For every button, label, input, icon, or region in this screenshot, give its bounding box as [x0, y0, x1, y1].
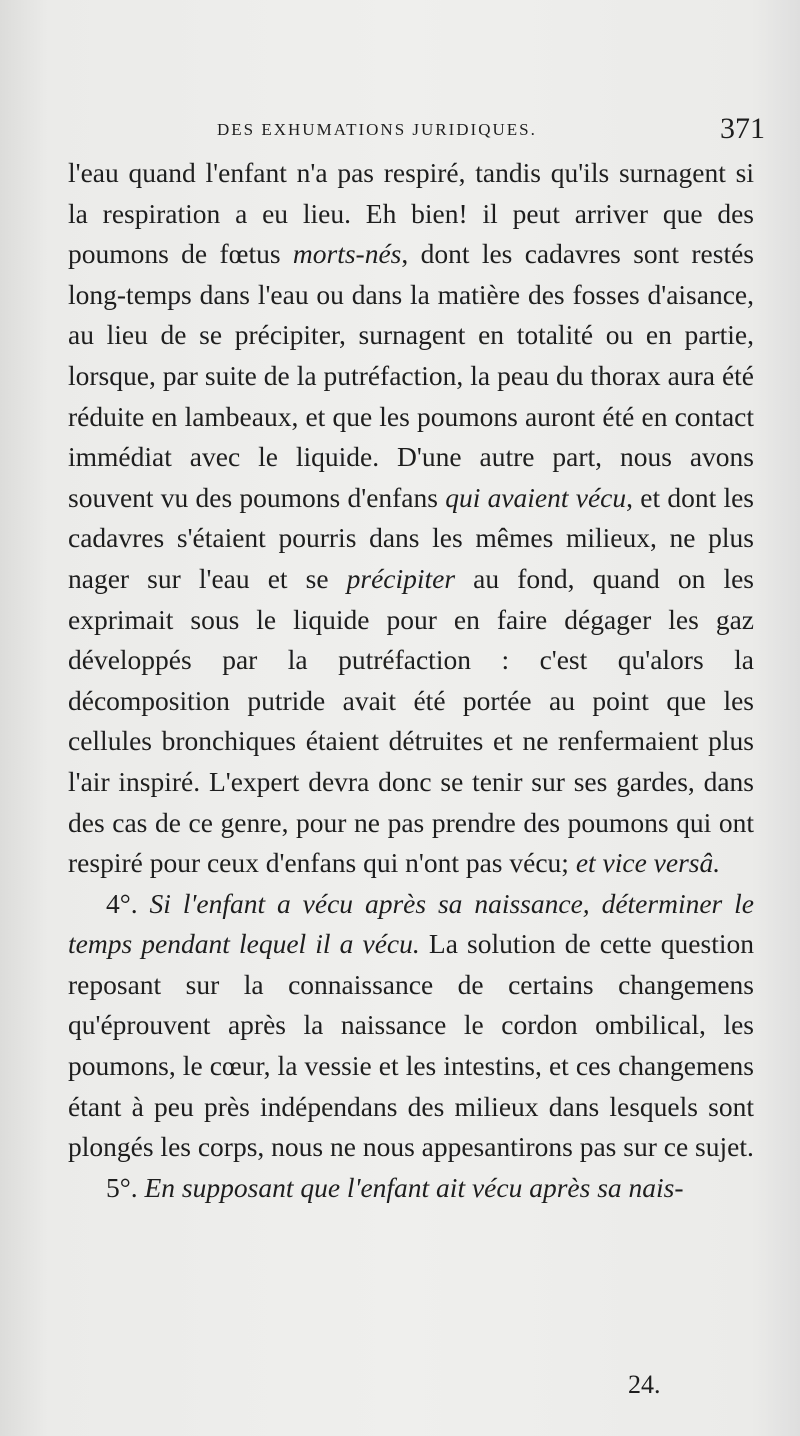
running-head: DES EXHUMATIONS JURIDIQUES.	[217, 120, 537, 139]
page-header	[205, 112, 765, 152]
paragraph-2: 4°. Si l'enfant a vécu après sa naissance, déterminer le temps pendant lequel il a vécu. La solution de cette question reposant sur la connaissance de certains changemens qu'éprouvent après la naissance le cordon ombilical, les poumons, le cœur, la vessie et les intestins, et ces changemens étant à peu près indépendans des milieux dans lesquels sont plongés les corps, nous ne nous appesantirons pas sur ce sujet.	[68, 887, 755, 1163]
page-number: 371	[720, 112, 765, 145]
section-heading-4: Si l'enfant a vécu après sa naissance, déterminer le temps pendant lequel il a vécu.	[68, 887, 755, 960]
body-text	[68, 153, 754, 1208]
section-heading-5: En supposant que l'enfant ait vécu après sa nais-	[144, 1171, 684, 1203]
paragraph-3	[68, 1168, 754, 1209]
signature-mark: 24.	[628, 1370, 661, 1399]
paragraph-1: l'eau quand l'enfant n'a pas respiré, tandis qu'ils surnagent si la respiration a eu lieu. Eh bien! il peut arriver que des poumons de fœtus morts-nés, dont les cadavres sont restés long-temps dans l'eau ou dans la matière des fosses d'aisance, au lieu de se précipiter, surnagent en totalité ou en partie, lorsque, par suite de la putréfaction, la peau du thorax aura été réduite en lambeaux, et que les poumons auront été en contact immédiat avec le liquide. D'une autre part, nous avons souvent vu des poumons d'enfans qui avaient vécu, et dont les cadavres s'étaient pourris dans les mêmes milieux, ne plus nager sur l'eau et se précipiter au fond, quand on les exprimait sous le liquide pour en faire dégager les gaz développés par la putréfaction : c'est qu'alors la décomposition putride avait été portée au point que les cellules bronchiques étaient détruites et ne renfermaient plus l'air inspiré. L'expert devra donc se tenir sur ses gardes, dans des cas de ce genre, pour ne pas prendre des poumons qui ont respiré pour ceux d'enfans qui n'ont pas vécu; et vice versâ.	[68, 157, 754, 879]
section-number-5: 5°.	[106, 1171, 145, 1203]
section-number-4: 4°.	[106, 887, 150, 919]
